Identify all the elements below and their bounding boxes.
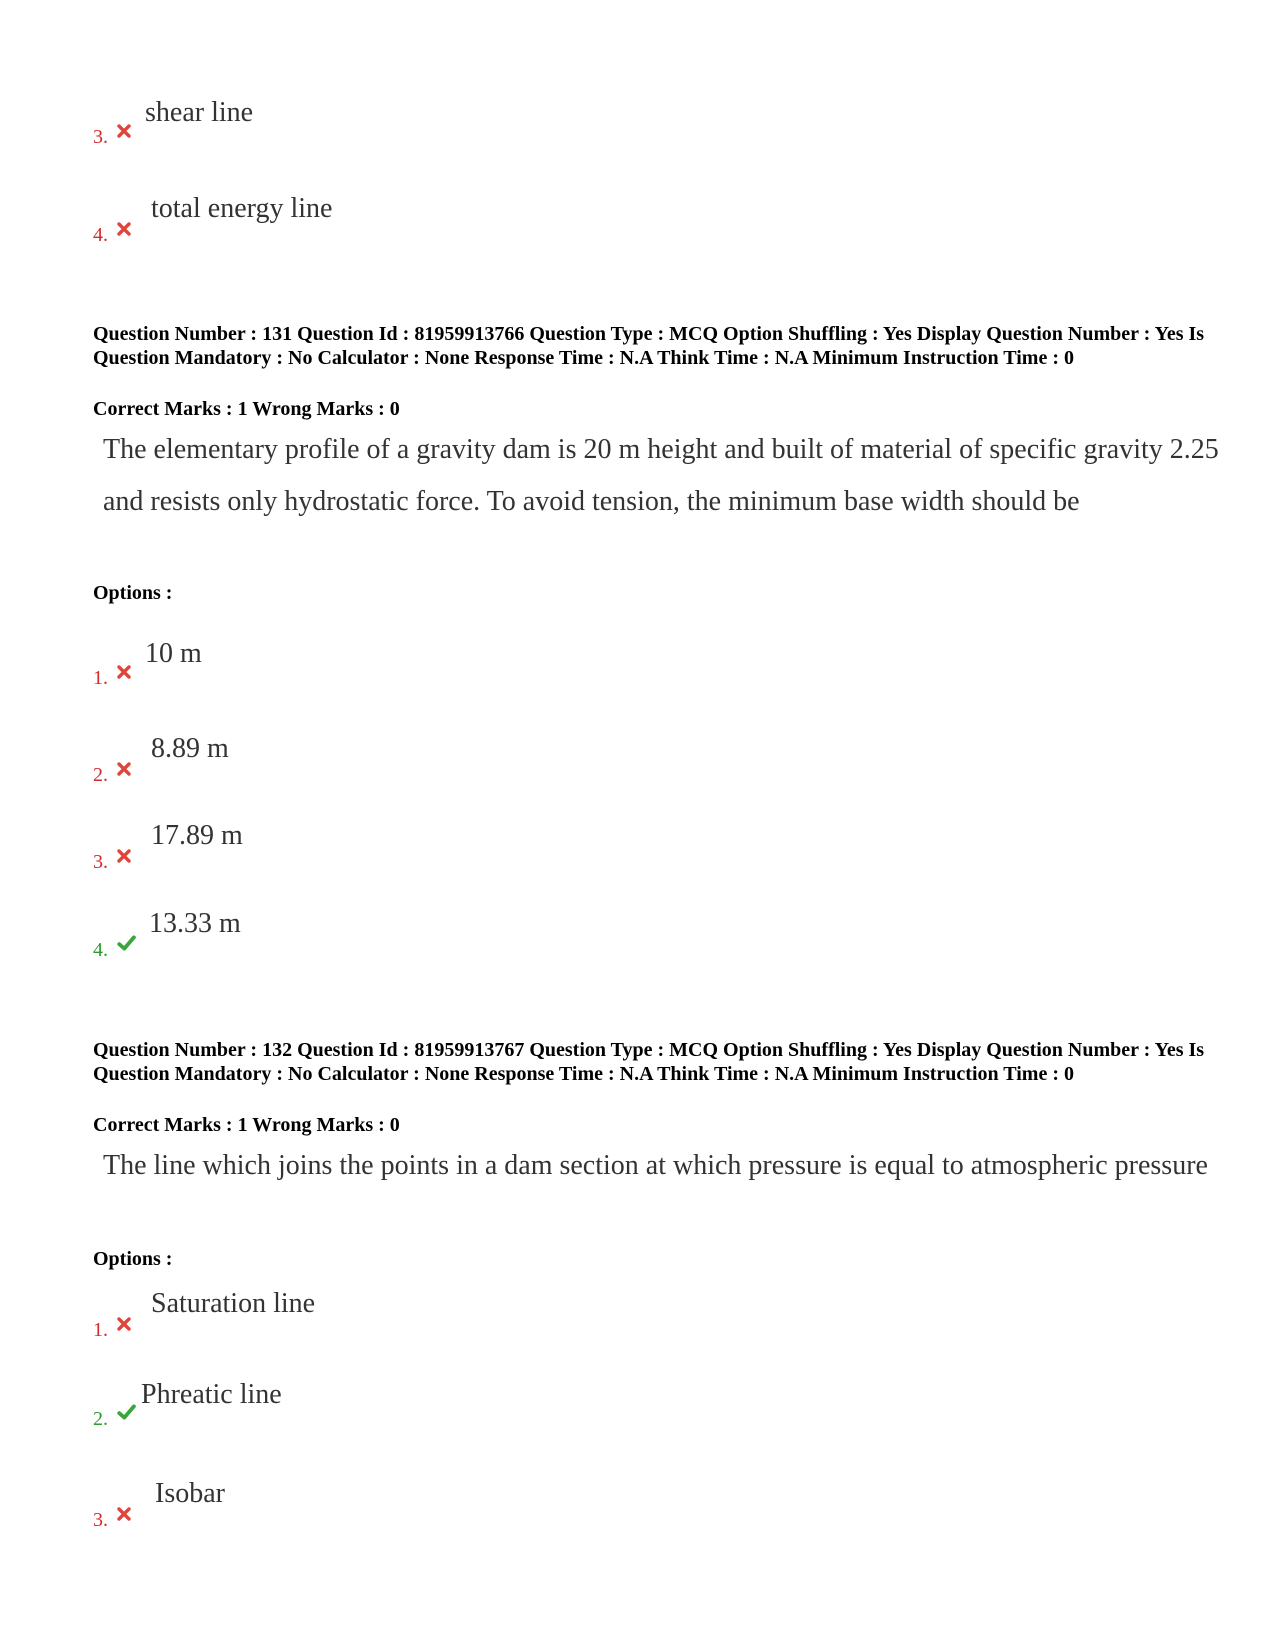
option-number: 4. (93, 224, 108, 246)
cross-icon (116, 221, 132, 237)
option-item (93, 636, 493, 688)
option-item (93, 95, 493, 147)
option-number: 4. (93, 939, 108, 961)
cross-icon (116, 848, 132, 864)
question-meta: Question Number : 131 Question Id : 81959913766 Question Type : MCQ Option Shuffling : Yes Display Question Number : Yes Is Question Mandatory : No Calculator : None Response Time : N.A Think Time : N.A Minimum Instruction Time : 0 (93, 323, 1205, 369)
options-label: Options : (93, 582, 173, 604)
option-item (93, 1478, 493, 1530)
check-icon (116, 1403, 136, 1421)
check-icon (116, 934, 136, 952)
option-text: 8.89 m (151, 733, 229, 764)
option-text: shear line (145, 97, 254, 128)
option-item (93, 733, 493, 785)
option-number: 2. (93, 764, 108, 786)
question-marks: Correct Marks : 1 Wrong Marks : 0 (93, 398, 400, 420)
cross-icon (116, 1506, 132, 1522)
option-number: 3. (93, 1509, 108, 1531)
option-text: Isobar (155, 1478, 225, 1509)
option-number: 2. (93, 1408, 108, 1430)
option-item (93, 908, 493, 960)
question-text: The line which joins the points in a dam section at which pressure is equal to atmospheric pressure (103, 1150, 1208, 1181)
option-text: Phreatic line (141, 1379, 282, 1410)
cross-icon (116, 664, 132, 680)
option-item (93, 1377, 493, 1429)
option-number: 3. (93, 851, 108, 873)
option-item (93, 1288, 493, 1340)
option-text: Saturation line (151, 1288, 316, 1319)
option-text: 17.89 m (151, 820, 243, 851)
cross-icon (116, 1316, 132, 1332)
option-number: 1. (93, 667, 108, 689)
question-meta: Question Number : 132 Question Id : 81959913767 Question Type : MCQ Option Shuffling : Yes Display Question Number : Yes Is Question Mandatory : No Calculator : None Response Time : N.A Think Time : N.A Minimum Instruction Time : 0 (93, 1039, 1205, 1085)
question-text: The elementary profile of a gravity dam is 20 m height and built of material of specific gravity 2.25 and resists only hydrostatic force. To avoid tension, the minimum base width should be (103, 434, 1219, 517)
option-number: 1. (93, 1319, 108, 1341)
option-item (93, 820, 493, 872)
option-text: 13.33 m (149, 908, 241, 939)
option-text: 10 m (145, 638, 202, 669)
question-marks: Correct Marks : 1 Wrong Marks : 0 (93, 1114, 400, 1136)
option-number: 3. (93, 126, 108, 148)
cross-icon (116, 761, 132, 777)
options-label: Options : (93, 1248, 173, 1270)
cross-icon (116, 123, 132, 139)
option-item (93, 193, 493, 245)
option-text: total energy line (151, 193, 333, 224)
